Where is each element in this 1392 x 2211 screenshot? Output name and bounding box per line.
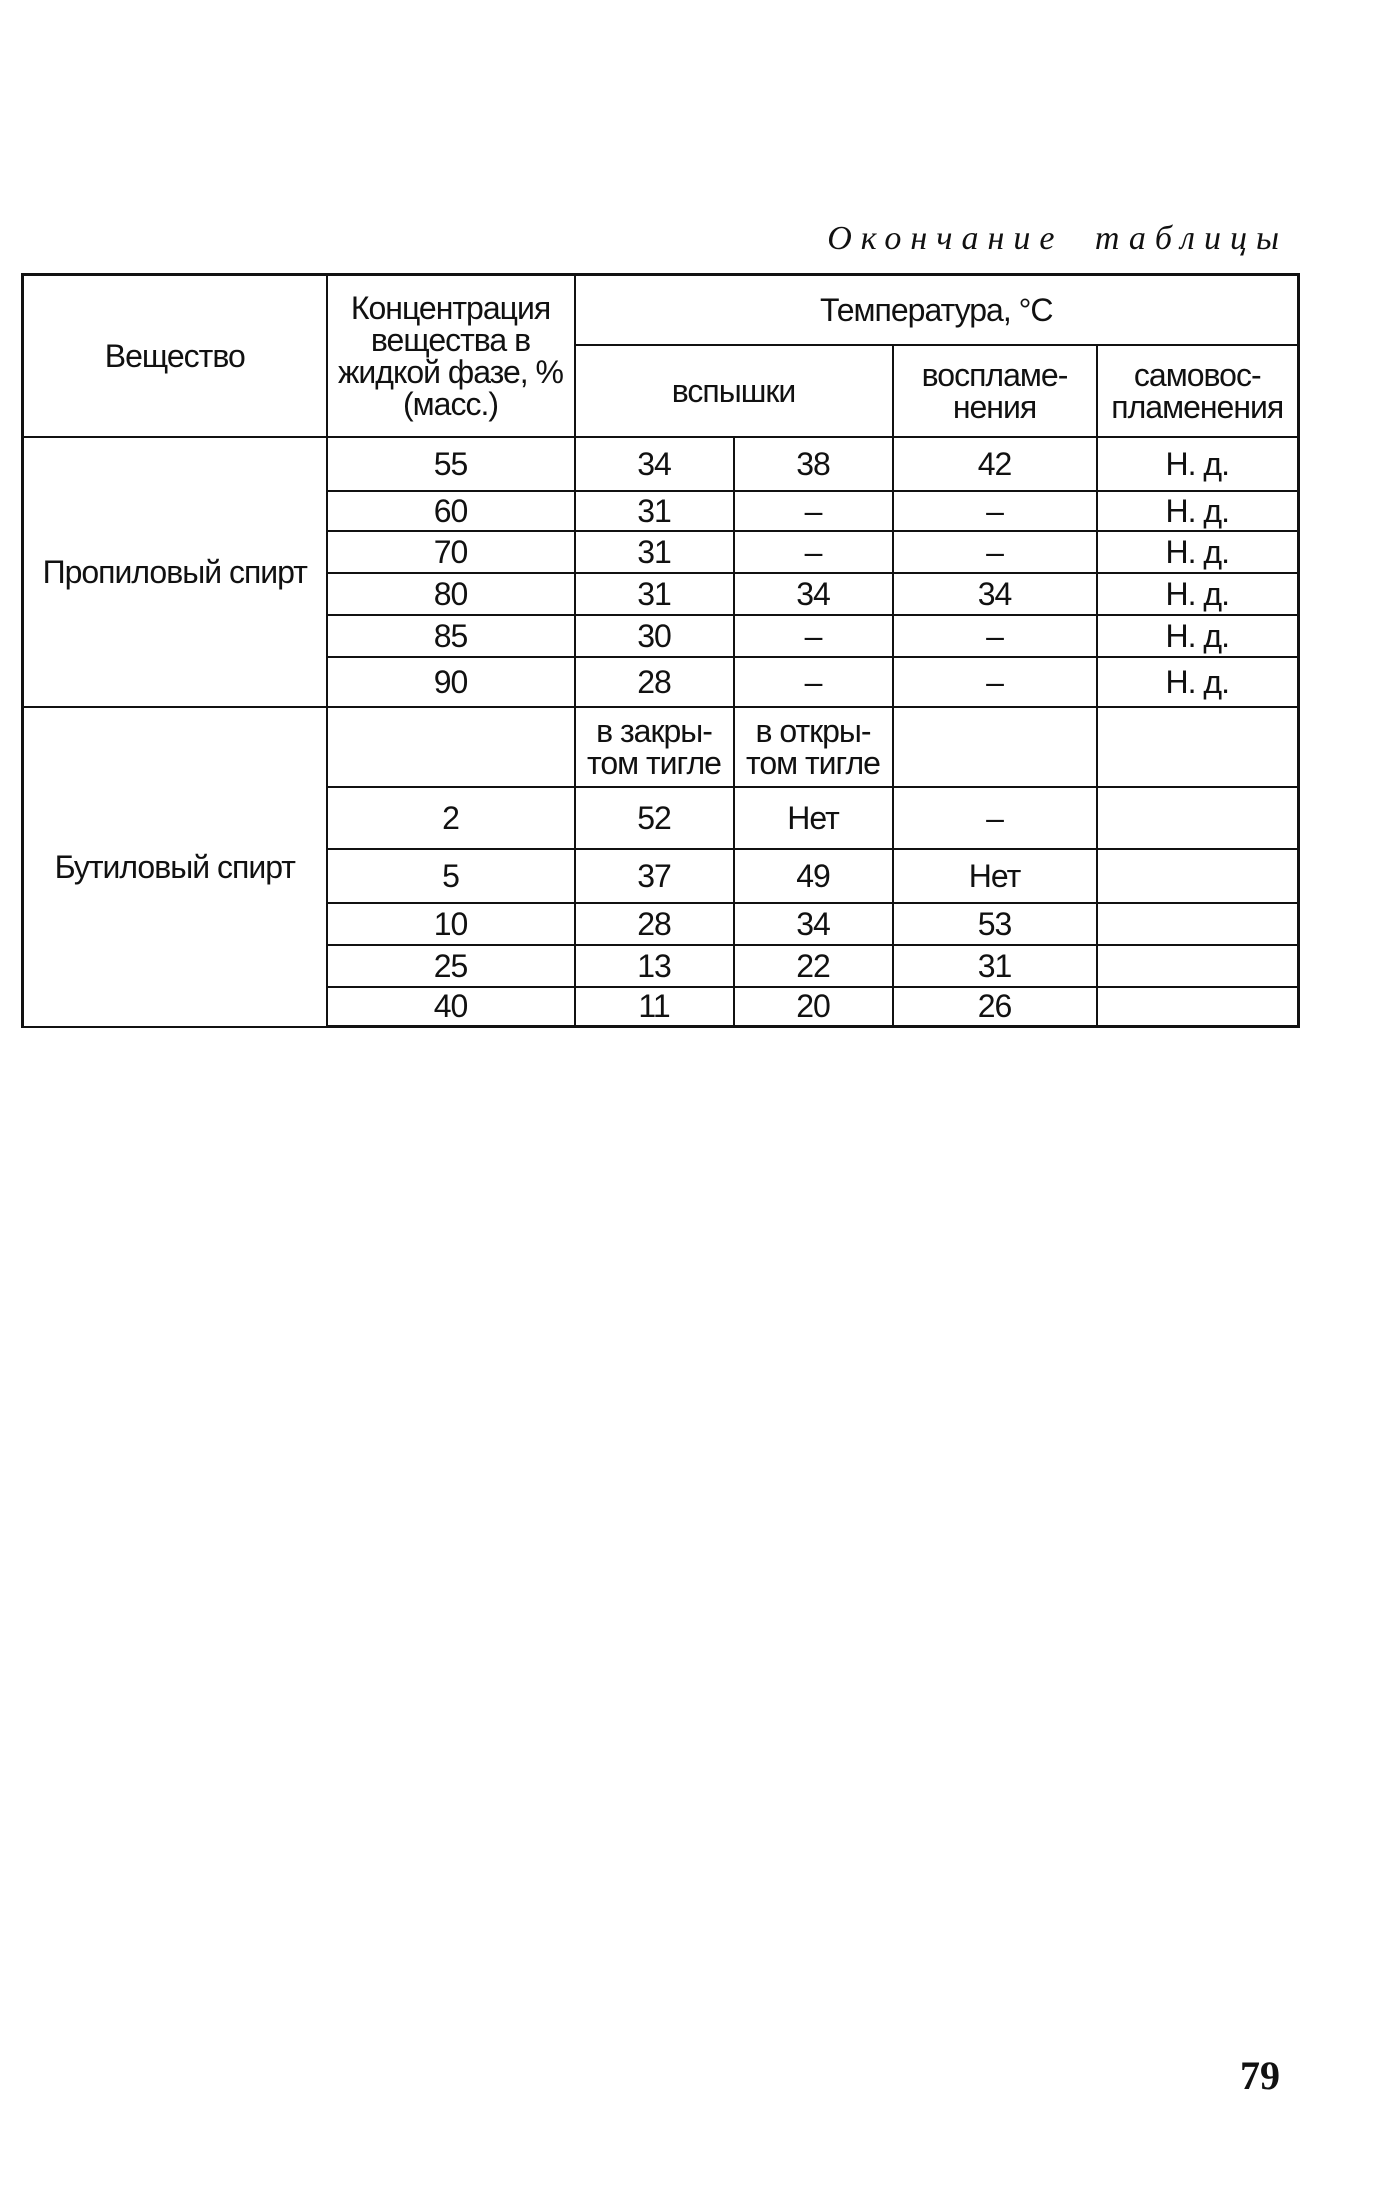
cell: Н. д. <box>1097 615 1299 657</box>
page-number: 79 <box>1240 2053 1280 2098</box>
cell: 31 <box>575 531 734 573</box>
cell: 53 <box>893 903 1097 945</box>
cell: 20 <box>734 987 893 1027</box>
cell: – <box>734 657 893 707</box>
header-temperature: Температура, °С <box>575 275 1299 345</box>
cell: 34 <box>893 573 1097 615</box>
cell: 2 <box>327 787 575 849</box>
cell: 49 <box>734 849 893 903</box>
cell <box>1097 849 1299 903</box>
cell: 80 <box>327 573 575 615</box>
substance-butyl: Бутиловый спирт <box>23 707 327 1027</box>
cell <box>1097 707 1299 787</box>
cell: 10 <box>327 903 575 945</box>
cell: 13 <box>575 945 734 987</box>
cell: 28 <box>575 657 734 707</box>
cell: 31 <box>893 945 1097 987</box>
cell: 52 <box>575 787 734 849</box>
cell: 34 <box>734 903 893 945</box>
cell: 30 <box>575 615 734 657</box>
cell: 34 <box>734 573 893 615</box>
flash-point-table <box>21 273 1300 1028</box>
cell: 31 <box>575 491 734 531</box>
cell: Нет <box>893 849 1097 903</box>
cell: 70 <box>327 531 575 573</box>
cell: 34 <box>575 437 734 491</box>
cell: 37 <box>575 849 734 903</box>
cell <box>327 707 575 787</box>
header-concentration: Концентрация вещества в жидкой фазе, % (масс.) <box>327 275 575 437</box>
table-row <box>23 707 1299 787</box>
cell: 26 <box>893 987 1097 1027</box>
cell: – <box>893 531 1097 573</box>
cell: – <box>734 531 893 573</box>
cell: 25 <box>327 945 575 987</box>
cell: 11 <box>575 987 734 1027</box>
cell: – <box>734 491 893 531</box>
cell: 31 <box>575 573 734 615</box>
cell: Нет <box>734 787 893 849</box>
header-autoignition: самовос-пламенения <box>1097 345 1299 437</box>
cell: Н. д. <box>1097 491 1299 531</box>
cell <box>1097 903 1299 945</box>
cell: Н. д. <box>1097 531 1299 573</box>
table-caption: Окончание таблицы <box>827 220 1288 257</box>
cell: 5 <box>327 849 575 903</box>
header-ignition: воспламе-нения <box>893 345 1097 437</box>
table-row <box>23 437 1299 491</box>
cell: 55 <box>327 437 575 491</box>
substance-propyl: Пропиловый спирт <box>23 437 327 707</box>
cell: 42 <box>893 437 1097 491</box>
cell: 85 <box>327 615 575 657</box>
cell <box>1097 987 1299 1027</box>
cell: – <box>893 787 1097 849</box>
cell: Н. д. <box>1097 437 1299 491</box>
cell: 90 <box>327 657 575 707</box>
cell: 40 <box>327 987 575 1027</box>
header-flash: вспышки <box>575 345 893 437</box>
cell <box>1097 945 1299 987</box>
cell <box>1097 787 1299 849</box>
cell: Н. д. <box>1097 573 1299 615</box>
cell: Н. д. <box>1097 657 1299 707</box>
cell: 28 <box>575 903 734 945</box>
cell: 60 <box>327 491 575 531</box>
subheader-closed-cup: в закры-том тигле <box>575 707 734 787</box>
subheader-open-cup: в откры-том тигле <box>734 707 893 787</box>
cell: – <box>734 615 893 657</box>
cell: – <box>893 491 1097 531</box>
cell: – <box>893 657 1097 707</box>
cell: 22 <box>734 945 893 987</box>
header-substance: Вещество <box>23 275 327 437</box>
cell: – <box>893 615 1097 657</box>
cell: 38 <box>734 437 893 491</box>
cell <box>893 707 1097 787</box>
